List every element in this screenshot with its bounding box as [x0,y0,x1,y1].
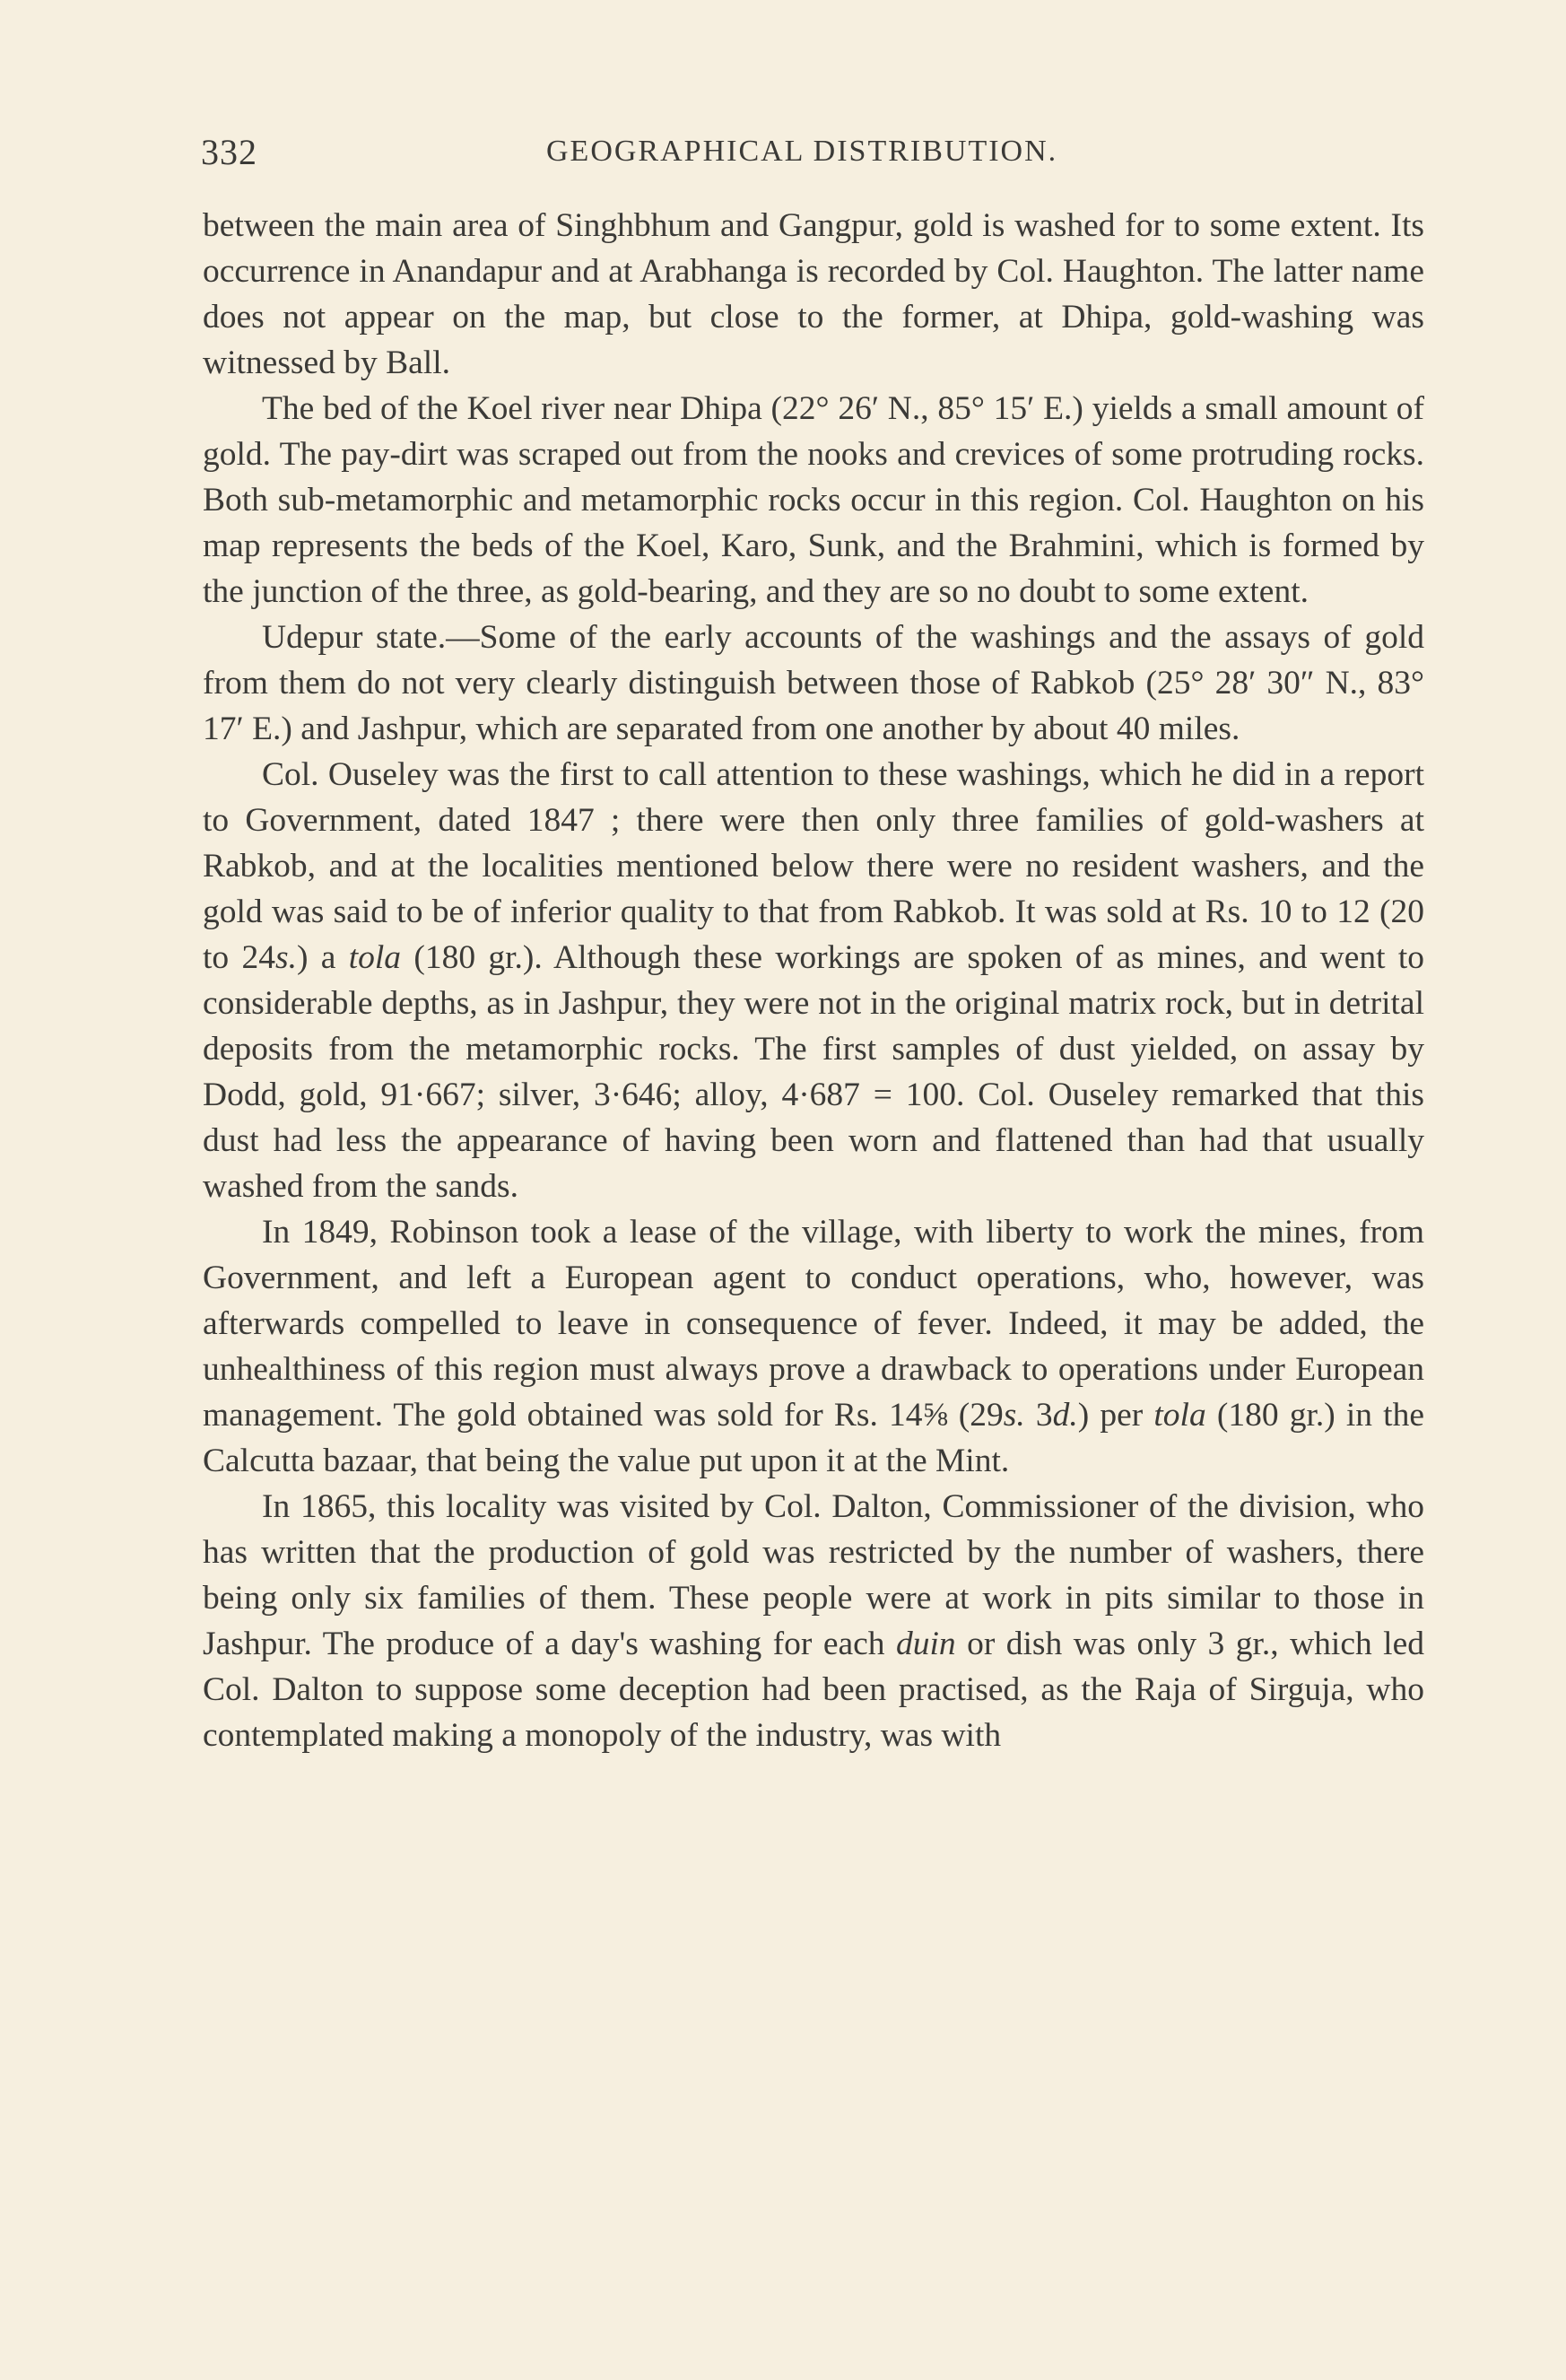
text-run: Col. Ouseley was the first to call attention to these washings, which he did in a report to Government, dated 1847 ; there were then only three families of gold-washers at Rabkob, and at the localities mentioned below there were no resident washers, and the gold was said to be of inferior quality to that from Rabkob. It was sold at Rs. 10 to 12 (20 to 24 [203,756,1424,976]
page-header [201,131,1430,176]
italic-text: s. [274,939,297,976]
paragraph [203,386,1424,615]
text-run: The bed of the Koel river near Dhipa (22° 26′ N., 85° 15′ E.) yields a small amount of gold. The pay-dirt was scraped out from the nooks and crevices of some protruding rocks. Both sub-metamorphic and metamorphic rocks occur in this region. Col. Haughton on his map represents the beds of the Koel, Karo, Sunk, and the Brahmini, which is formed by the junction of the three, as gold-bearing, and they are so no doubt to some extent. [203,390,1424,610]
paragraph [203,1209,1424,1484]
paragraph [203,1484,1424,1758]
italic-text: tola [348,939,402,976]
text-run: In 1865, this locality was visited by Col. Dalton, Commissioner of the division, who has written that the production of gold was restricted by the number of washers, there being only six families of them. These people were at work in pits similar to those in Jashpur. The produce of a day's washing for each [203,1488,1424,1662]
paragraph [203,203,1424,386]
page-number: 332 [201,132,257,172]
text-run: or dish was only 3 gr., which led Col. Dalton to suppose some deception had been practised, as the Raja of Sirguja, who contemplated making a monopoly of the industry, was with [203,1626,1424,1754]
text-run: In 1849, Robinson took a lease of the village, with liberty to work the mines, from Government, and left a European agent to conduct operations, who, however, was afterwards compelled to leave in consequence of fever. Indeed, it may be added, the unhealthiness of this region must always prove a drawback to operations under European management. The gold obtained was sold for Rs. 14⅝ (29 [203,1214,1424,1434]
text-run: 3 [1024,1397,1053,1434]
italic-text: duin [895,1626,956,1662]
text-run: Udepur state.—Some of the early accounts of the washings and the assays of gold from them do not very clearly distinguish between those of Rabkob (25° 28′ 30″ N., 83° 17′ E.) and Jashpur, which are separated from one another by about 40 miles. [203,619,1424,747]
running-title: GEOGRAPHICAL DISTRIBUTION. [546,135,1058,168]
paragraph [203,615,1424,752]
italic-text: d. [1052,1397,1078,1434]
body-text [203,203,1424,1758]
text-run: ) a [296,939,349,976]
text-run: between the main area of Singhbhum and Gangpur, gold is washed for to some extent. Its occurrence in Anandapur and at Arabhanga is recorded by Col. Haughton. The latter name does not appear on the map, but close to the former, at Dhipa, gold-washing was witnessed by Ball. [203,207,1424,381]
italic-text: tola [1153,1397,1206,1434]
text-run: (180 gr.). Although these workings are spoken of as mines, and went to considerable depths, as in Jashpur, they were not in the original matrix rock, but in detrital deposits from the metamorphic rocks. The first samples of dust yielded, on assay by Dodd, gold, 91·667; silver, 3·646; alloy, 4·687 = 100. Col. Ouseley remarked that this dust had less the appearance of having been worn and flattened than had that usually washed from the sands. [203,939,1425,1205]
italic-text: s. [1003,1397,1025,1434]
text-run: ) per [1077,1397,1154,1434]
paragraph [203,752,1424,1209]
text-run: (180 gr.) in the Calcutta bazaar, that being the value put upon it at the Mint. [203,1397,1424,1479]
